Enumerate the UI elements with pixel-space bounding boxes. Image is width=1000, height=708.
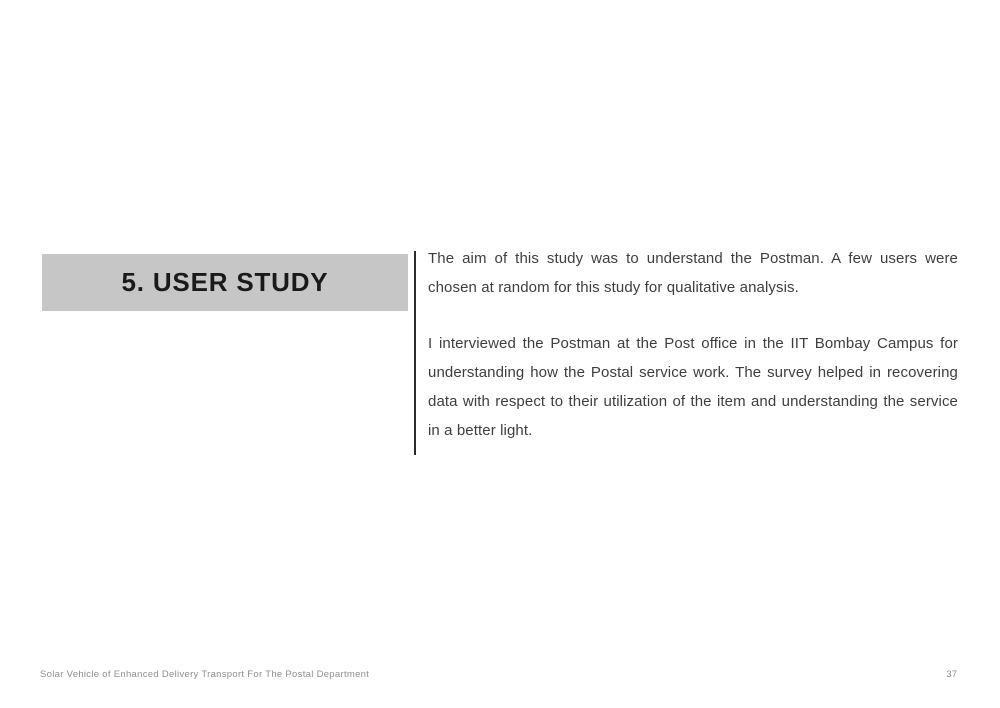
section-title-box: [42, 254, 408, 311]
footer-page-number: 37: [946, 669, 957, 680]
page-footer: [40, 669, 957, 680]
body-text-column: [428, 245, 958, 445]
footer-document-title: Solar Vehicle of Enhanced Delivery Transport For The Postal Department: [40, 669, 370, 680]
body-paragraph: The aim of this study was to understand the Postman. A few users were chosen at random for this study for qualitative analysis.: [428, 250, 958, 296]
body-paragraph: I interviewed the Postman at the Post office in the IIT Bombay Campus for understanding how the Postal service work. The survey helped in recovering data with respect to their utilization of the item and understanding the service in a better light.: [428, 335, 958, 439]
section-title: 5. USER STUDY: [121, 267, 329, 297]
vertical-divider: [414, 251, 416, 455]
